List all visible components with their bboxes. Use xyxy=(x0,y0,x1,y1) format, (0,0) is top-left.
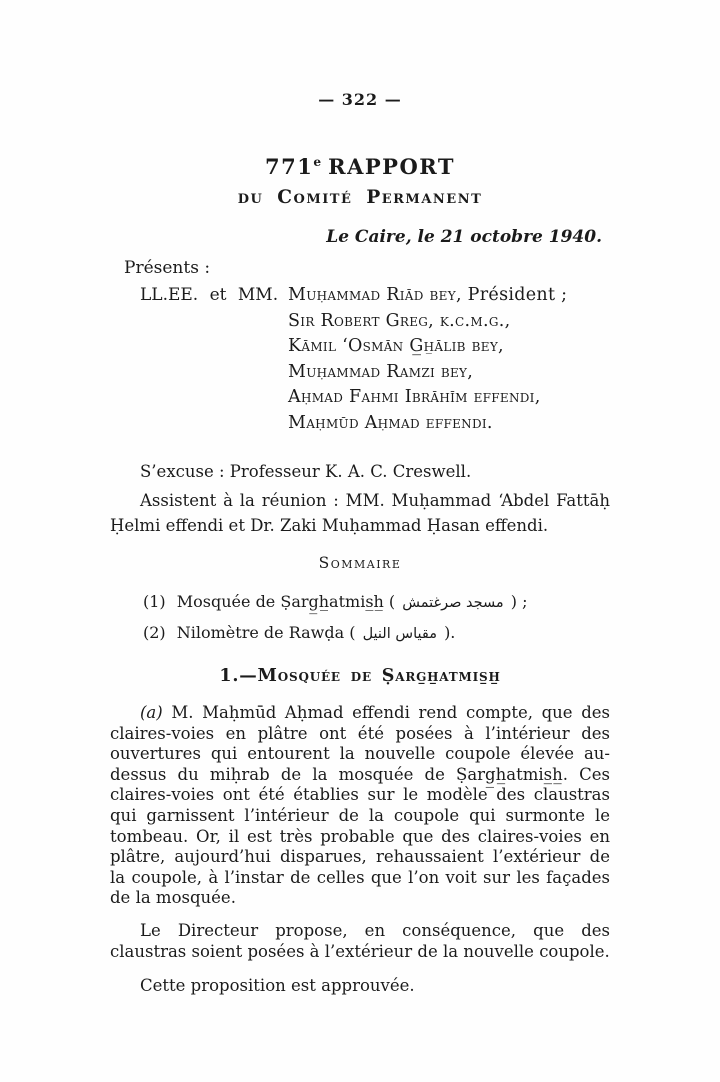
report-number: 771 xyxy=(265,154,314,179)
attendee-name-text: Maḥmūd Aḥmad effendi. xyxy=(288,412,493,433)
sommaire-item-label: Mosquée de Ṣarg̲h̲atmis̲h̲ xyxy=(176,592,384,611)
presents-label: Présents : xyxy=(124,258,211,278)
paragraph-a-text: M. Maḥmūd Aḥmad effendi rend compte, que des claires-voies en plâtre ont été posées à l’intérieur des ouvertures qui entourent la nouvelle coupole élevée au-dessus du miḥrab de la mosquée de Ṣarg̲h̲atmis̲h̲. Ces claires-voies ont été établies sur le modèle des claustras qui garnissent l’intérieur de la coupole qui surmonte le tombeau. Or, il est très probable que des claires-voies en plâtre, aujourd’hui disparues, rehaussaient l’extérieur de la coupole, à l’instar de celles que l’on voit sur les façades de la mosquée. xyxy=(110,703,610,908)
section-heading: 1.—Mosquée de Ṣarg̲h̲atmis̲h̲ xyxy=(219,666,501,686)
attendee-role: , Président ; xyxy=(455,285,568,305)
paragraph-c: Cette proposition est approuvée. xyxy=(140,976,415,996)
report-subtitle: du Comité Permanent xyxy=(237,187,483,208)
attendee-name-text: Muḥammad Riād bey xyxy=(288,285,456,305)
report-number-ordinal: e xyxy=(313,155,322,169)
attendee-group-label: LL.EE. et MM. xyxy=(140,285,279,305)
page-number: — 322 — xyxy=(318,90,402,109)
excused-line: S’excuse : Professeur K. A. C. Creswell. xyxy=(140,462,472,481)
paren-close: ) ; xyxy=(510,592,528,611)
sommaire-item xyxy=(143,587,610,618)
paren-open: ( xyxy=(388,592,396,611)
sommaire-item-label: Nilomètre de Rawḍa xyxy=(176,623,345,642)
sommaire-item-arabic: مسجد صرغتمش xyxy=(402,595,504,611)
sommaire-item-arabic: مقياس النيل xyxy=(362,626,437,642)
attendee-name xyxy=(288,283,610,309)
paragraph-b: Le Directeur propose, en conséquence, que des claustras soient posées à l’extérieur de la nouvelle coupole. xyxy=(110,920,610,961)
attendee-name-text: Aḥmad Fahmi Ibrāhīm effendi, xyxy=(288,387,541,407)
attendee-name xyxy=(288,334,610,360)
paren-open: ( xyxy=(349,623,356,642)
attendee-name-text: Sir Robert Greg, k.c.m.g., xyxy=(288,310,511,331)
paragraph-a-label: (a) xyxy=(140,703,163,722)
sommaire-item-number: (1) xyxy=(143,592,166,611)
dateline: Le Caire, le 21 octobre 1940. xyxy=(326,227,602,247)
attendee-name xyxy=(288,411,610,437)
attendee-name-text: Kāmil ‘Osmān G̲h̲ālib bey, xyxy=(288,336,504,356)
attendee-name xyxy=(288,309,610,335)
paren-close: ). xyxy=(444,623,456,642)
report-title xyxy=(110,150,610,179)
sommaire-heading: Sommaire xyxy=(318,554,402,572)
assistants-line: Assistent à la réunion : MM. Muḥammad ‘Abdel Fattāḥ Ḥelmi effendi et Dr. Zaki Muḥammad Ḥasan effendi. xyxy=(110,491,610,535)
attendee-names xyxy=(288,283,610,436)
attendee-list xyxy=(110,283,610,436)
sommaire-item-number: (2) xyxy=(143,623,166,642)
paragraph-a xyxy=(110,703,610,909)
sommaire-item xyxy=(143,618,610,649)
attendee-name xyxy=(288,360,610,386)
report-word: RAPPORT xyxy=(328,154,455,179)
attendee-name xyxy=(288,385,610,411)
sommaire-list xyxy=(110,587,610,649)
attendee-name-text: Muḥammad Ramzi bey, xyxy=(288,361,474,382)
